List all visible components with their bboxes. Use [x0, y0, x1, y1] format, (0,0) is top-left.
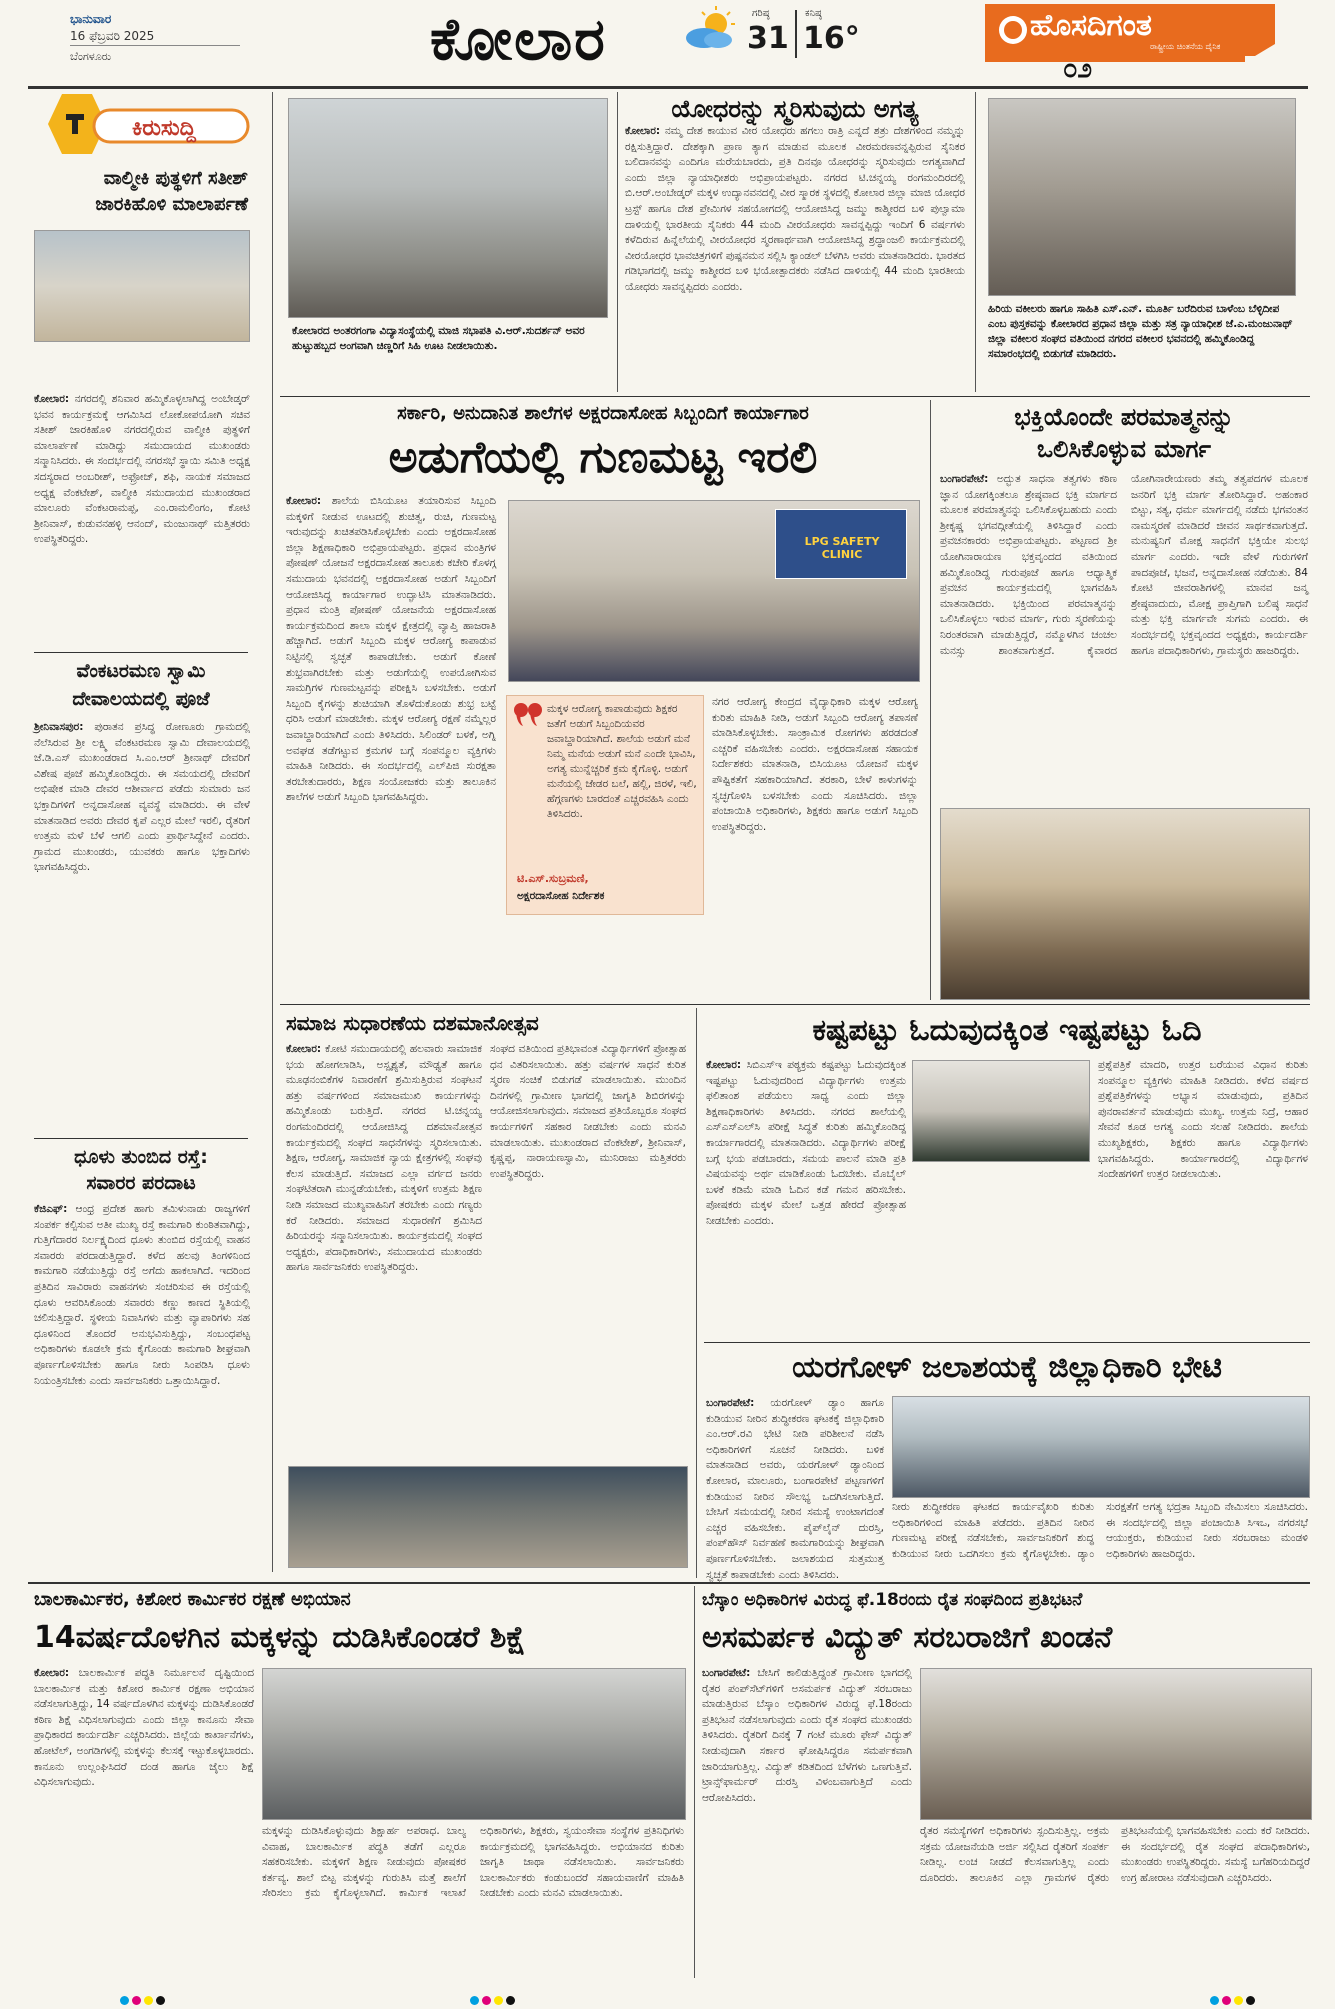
kashtapattu-text: ಸಿಬಿಎಸ್‌ಇ ಪಠ್ಯಕ್ರಮ ಕಷ್ಟಪಟ್ಟು ಓದುವುದಕ್ಕಿಂತ ಇಷ್ಟಪಟ್ಟು ಓದುವುದರಿಂದ ವಿದ್ಯಾರ್ಥಿಗಳು ಉತ್ತಮ ಫಲಿತಾಂಶ ಪಡೆಯಲು ಸಾಧ್ಯ ಎಂದು ಜಿಲ್ಲಾ ಶಿಕ್ಷಣಾಧಿಕಾರಿಗಳು ತಿಳಿಸಿದರು. ನಗರದ ಶಾಲೆಯಲ್ಲಿ ಎಸ್‌ಎಸ್‌ಎಲ್‌ಸಿ ಪರೀಕ್ಷೆ ಸಿದ್ಧತೆ ಕುರಿತು ಹಮ್ಮಿಕೊಂಡಿದ್ದ ಕಾರ್ಯಾಗಾರದಲ್ಲಿ ಮಾತನಾಡಿದರು. ವಿದ್ಯಾರ್ಥಿಗಳು ಪರೀಕ್ಷೆ ಬಗ್ಗೆ ಭಯ ಪಡಬಾರದು, ಸಮಯ ಪಾಲನೆ ಮಾಡಿ ಪ್ರತಿ ವಿಷಯವನ್ನು ಅರ್ಥ ಮಾಡಿಕೊಂಡು ಓದಬೇಕು. ಮೊಬೈಲ್ ಬಳಕೆ ಕಡಿಮೆ ಮಾಡಿ ಓದಿನ ಕಡೆ ಗಮನ ಹರಿಸಬೇಕು. ಪೋಷಕರು ಮಕ್ಕಳ ಮೇಲೆ ಒತ್ತಡ ಹೇರದೆ ಪ್ರೋತ್ಸಾಹ ನೀಡಬೇಕು ಎಂದರು.	[706, 1059, 906, 1227]
brief1-photo	[34, 230, 250, 342]
registration-marks-right	[1210, 1990, 1258, 2009]
left-column-divider	[272, 92, 273, 1572]
bhakti-title-line1: ಭಕ್ತಿಯೊಂದೇ ಪರಮಾತ್ಮನನ್ನು	[1014, 403, 1234, 431]
yodharu-body	[625, 124, 965, 386]
brief1-dateline: ಕೋಲಾರ:	[34, 393, 70, 405]
samaja-title: ಸಮಾಜ ಸುಧಾರಣೆಯ ದಶಮಾನೋತ್ಸವ	[286, 1011, 539, 1035]
paper-tagline: ರಾಷ್ಟ್ರೀಯ ಚಿಂತನೆಯ ದೈನಿಕ	[1150, 42, 1221, 51]
brief2-title-line2: ದೇವಾಲಯದಲ್ಲಿ ಪೂಜೆ	[72, 688, 210, 710]
masthead-city: ಬೆಂಗಳೂರು	[70, 50, 112, 63]
top-right-caption: ಹಿರಿಯ ವಕೀಲರು ಹಾಗೂ ಸಾಹಿತಿ ಎಸ್.ಎನ್. ಮೂರ್ತಿ ಬರೆದಿರುವ ಬಾಳೆಂಬ ಬೆಳ್ಳಿದೀಪ ಎಂಬ ಪುಸ್ತಕವನ್ನು ಕೋಲಾರದ ಪ್ರಧಾನ ಜಿಲ್ಲಾ ಮತ್ತು ಸತ್ರ ನ್ಯಾಯಾಧೀಶ ಜೆ.ಎ.ಮಂಜುನಾಥ್ ಜಿಲ್ಲಾ ವಕೀಲರ ಸಂಘದ ವತಿಯಿಂದ ನಗರದ ವಕೀಲರ ಭವನದಲ್ಲಿ ಹಮ್ಮಿಕೊಂಡಿದ್ದ ಸಮಾರಂಭದಲ್ಲಿ ಬಿಡುಗಡೆ ಮಾಡಿದರು.	[988, 303, 1293, 360]
balakarmika-text-2: ಮಕ್ಕಳನ್ನು ದುಡಿಸಿಕೊಳ್ಳುವುದು ಶಿಕ್ಷಾರ್ಹ ಅಪರಾಧ. ಬಾಲ್ಯ ವಿವಾಹ, ಬಾಲಕಾರ್ಮಿಕ ಪದ್ಧತಿ ತಡೆಗೆ ಎಲ್ಲರೂ ಸಹಕರಿಸಬೇಕು. ಮಕ್ಕಳಿಗೆ ಶಿಕ್ಷಣ ನೀಡುವುದು ಪೋಷಕರ ಕರ್ತವ್ಯ. ಶಾಲೆ ಬಿಟ್ಟ ಮಕ್ಕಳನ್ನು ಗುರುತಿಸಿ ಮತ್ತೆ ಶಾಲೆಗೆ ಸೇರಿಸಲು ಕ್ರಮ ಕೈಗೊಳ್ಳಲಾಗಿದೆ. ಕಾರ್ಮಿಕ ಇಲಾಖೆ ಅಧಿಕಾರಿಗಳು, ಶಿಕ್ಷಕರು, ಸ್ವಯಂಸೇವಾ ಸಂಸ್ಥೆಗಳ ಪ್ರತಿನಿಧಿಗಳು ಕಾರ್ಯಕ್ರಮದಲ್ಲಿ ಭಾಗವಹಿಸಿದ್ದರು. ಅಭಿಯಾನದ ಕುರಿತು ಜಾಗೃತಿ ಜಾಥಾ ನಡೆಸಲಾಯಿತು. ಸಾರ್ವಜನಿಕರು ಬಾಲಕಾರ್ಮಿಕರು ಕಂಡುಬಂದರೆ ಸಹಾಯವಾಣಿಗೆ ಮಾಹಿತಿ ನೀಡಬೇಕು ಎಂದು ಮನವಿ ಮಾಡಲಾಯಿತು.	[262, 1825, 684, 1900]
bescom-dateline: ಬಂಗಾರಪೇಟೆ:	[702, 1667, 751, 1679]
brief1-title: ವಾಲ್ಮೀಕಿ ಪುತ್ಥಳಿಗೆ ಸತೀಶ್ ಜಾರಕಿಹೊಳಿ ಮಾಲಾರ್ಪಣೆ	[95, 168, 248, 215]
yodharu-text: ನಮ್ಮ ದೇಶ ಕಾಯುವ ವೀರ ಯೋಧರು ಹಗಲು ರಾತ್ರಿ ಎನ್ನದೆ ಶತ್ರು ದೇಶಗಳಿಂದ ನಮ್ಮನ್ನು ರಕ್ಷಿಸುತ್ತಿದ್ದಾರೆ. ದೇಶಕ್ಕಾಗಿ ಪ್ರಾಣ ತ್ಯಾಗ ಮಾಡುವ ಮೂಲಕ ವೀರಮರಣವನ್ನಪ್ಪಿರುವ ಸೈನಿಕರ ಬಲಿದಾನವನ್ನು ಎಂದಿಗೂ ಮರೆಯಬಾರದು, ಪ್ರತಿ ದಿನವೂ ಯೋಧರನ್ನು ಸ್ಮರಿಸುವುದು ಅಗತ್ಯವಾಗಿದೆ ಎಂದು ಜಿಲ್ಲಾ ನ್ಯಾಯಾಧೀಶರು ಅಭಿಪ್ರಾಯಪಟ್ಟರು. ನಗರದ ಟಿ.ಚನ್ನಯ್ಯ ರಂಗಮಂದಿರದಲ್ಲಿ ಬಿ.ಆರ್.ಅಂಬೇಡ್ಕರ್ ಮಕ್ಕಳ ಉದ್ಯಾನವನದಲ್ಲಿ ವೀರ ಸ್ಮಾರಕ ಸ್ಥಳದಲ್ಲಿ ಕೋಲಾರ ಜಿಲ್ಲಾ ಮಾಜಿ ಯೋಧರ ಟ್ರಸ್ಟ್ ಹಾಗೂ ದೇಶ ಪ್ರೇಮಿಗಳ ಸಹಯೋಗದಲ್ಲಿ ಆಯೋಜಿಸಿದ್ದ ಜಮ್ಮು ಕಾಶ್ಮೀರದ ಬಳಿ ಪುಲ್ವಾಮಾ ದಾಳಿಯಲ್ಲಿ ಭಾರತೀಯ ಸೈನಿಕರು 44 ಮಂದಿ ವೀರಯೋಧರು ಸಾವನ್ನಪ್ಪಿದ್ದು ಇಂದಿಗೆ 6 ವರ್ಷಗಳು ಕಳೆದಿರುವ ಹಿನ್ನೆಲೆಯಲ್ಲಿ ವೀರಯೋಧರ ಸ್ಮರಣಾರ್ಥವಾಗಿ ಆಯೋಜಿಸಿದ್ದ ಶ್ರದ್ಧಾಂಜಲಿ ಕಾರ್ಯಕ್ರಮದಲ್ಲಿ ವೀರಯೋಧರ ಭಾವಚಿತ್ರಗಳಿಗೆ ಪುಷ್ಪನಮನ ಸಲ್ಲಿಸಿ ಕ್ಯಾಂಡಲ್ ಬೆಳಗಿಸಿ ಅವರು ಮಾತನಾಡಿದರು. ಭಾರತದ ಗಡಿಭಾಗದಲ್ಲಿ ಜಮ್ಮು ಕಾಶ್ಮೀರದ ಬಳಿ ಭಯೋತ್ಪಾದಕರು ನಡೆಸಿದ ದಾಳಿಯಲ್ಲಿ 44 ಮಂದಿ ಭಾರತೀಯ ಯೋಧರು ಸಾವನ್ನಪ್ಪಿದರು ಎಂದರು.	[625, 125, 965, 293]
yodharu-dateline: ಕೋಲಾರ:	[625, 125, 661, 137]
brief3-text: ಆಂಧ್ರ ಪ್ರದೇಶ ಹಾಗು ತಮಿಳುನಾಡು ರಾಜ್ಯಗಳಿಗೆ ಸಂಪರ್ಕ ಕಲ್ಪಿಸುವ ಅತೀ ಮುಖ್ಯ ರಸ್ತೆ ಕಾಮಗಾರಿ ಕುಂಠಿತವಾಗಿದ್ದು, ಗುತ್ತಿಗೆದಾರರ ನಿರ್ಲಕ್ಷ್ಯದಿಂದ ಧೂಳು ತುಂಬಿದ ರಸ್ತೆಯಲ್ಲಿ ವಾಹನ ಸವಾರರು ಪರದಾಡುತ್ತಿದ್ದಾರೆ. ಕಳೆದ ಹಲವು ತಿಂಗಳಿನಿಂದ ಕಾಮಗಾರಿ ನಡೆಯುತ್ತಿದ್ದು ರಸ್ತೆ ಅಗೆದು ಹಾಕಲಾಗಿದೆ. ಇದರಿಂದ ಪ್ರತಿದಿನ ಸಾವಿರಾರು ವಾಹನಗಳು ಸಂಚರಿಸುವ ಈ ರಸ್ತೆಯಲ್ಲಿ ಧೂಳು ಆವರಿಸಿಕೊಂಡು ಸವಾರರು ಕಣ್ಣು ಕಾಣದ ಸ್ಥಿತಿಯಲ್ಲಿ ಚಲಿಸುತ್ತಿದ್ದಾರೆ. ಸ್ಥಳೀಯ ನಿವಾಸಿಗಳು ಮತ್ತು ವ್ಯಾಪಾರಿಗಳು ಸಹ ಧೂಳಿನಿಂದ ತೊಂದರೆ ಅನುಭವಿಸುತ್ತಿದ್ದು, ಸಂಬಂಧಪಟ್ಟ ಅಧಿಕಾರಿಗಳು ಕೂಡಲೇ ಕ್ರಮ ಕೈಗೊಂಡು ಕಾಮಗಾರಿ ಶೀಘ್ರವಾಗಿ ಪೂರ್ಣಗೊಳಿಸಬೇಕು ಹಾಗೂ ನೀರು ಸಿಂಪಡಿಸಿ ಧೂಳು ನಿಯಂತ್ರಿಸಬೇಕು ಎಂದು ಸಾರ್ವಜನಿಕರು ಒತ್ತಾಯಿಸಿದ್ದಾರೆ.	[34, 1203, 250, 1387]
bescom-text: ಬೇಸಿಗೆ ಕಾಲಿಡುತ್ತಿದ್ದಂತೆ ಗ್ರಾಮೀಣ ಭಾಗದಲ್ಲಿ ರೈತರ ಪಂಪ್‌ಸೆಟ್‌ಗಳಿಗೆ ಅಸಮರ್ಪಕ ವಿದ್ಯುತ್ ಸರಬರಾಜು ಮಾಡುತ್ತಿರುವ ಬೆಸ್ಕಾಂ ಅಧಿಕಾರಿಗಳ ವಿರುದ್ಧ ಫೆ.18ರಂದು ಪ್ರತಿಭಟನೆ ನಡೆಸಲಾಗುವುದು ಎಂದು ರೈತ ಸಂಘದ ಮುಖಂಡರು ತಿಳಿಸಿದರು. ರೈತರಿಗೆ ದಿನಕ್ಕೆ 7 ಗಂಟೆ ಮೂರು ಫೇಸ್ ವಿದ್ಯುತ್ ನೀಡುವುದಾಗಿ ಸರ್ಕಾರ ಘೋಷಿಸಿದ್ದರೂ ಸಮರ್ಪಕವಾಗಿ ಜಾರಿಯಾಗುತ್ತಿಲ್ಲ. ವಿದ್ಯುತ್ ಕಡಿತದಿಂದ ಬೆಳೆಗಳು ಒಣಗುತ್ತಿವೆ. ಟ್ರಾನ್ಸ್‌ಫಾರ್ಮರ್ ದುರಸ್ತಿ ವಿಳಂಬವಾಗುತ್ತಿದೆ ಎಂದು ಆರೋಪಿಸಿದರು.	[702, 1667, 913, 1804]
top-left-caption: ಕೋಲಾರದ ಅಂತರಗಂಗಾ ವಿದ್ಯಾಸಂಸ್ಥೆಯಲ್ಲಿ ಮಾಜಿ ಸಭಾಪತಿ ವಿ.ಆರ್.ಸುದರ್ಶನ್ ಅವರ ಹುಟ್ಟುಹಬ್ಬದ ಅಂಗವಾಗಿ ಚಿಣ್ಣರಿಗೆ ಸಿಹಿ ಊಟ ನೀಡಲಾಯಿತು.	[292, 325, 585, 352]
balakarmika-title: 14ವರ್ಷದೊಳಗಿನ ಮಕ್ಕಳನ್ನು ದುಡಿಸಿಕೊಂಡರೆ ಶಿಕ್ಷೆ	[34, 1620, 526, 1655]
balakarmika-photo	[262, 1668, 686, 1820]
bhakti-body	[940, 472, 1308, 802]
brief1-body	[34, 392, 250, 650]
top-right-photo	[988, 98, 1296, 296]
kashtapattu-body	[706, 1058, 906, 1338]
temp-divider	[795, 10, 797, 58]
brief3-body	[34, 1202, 250, 1562]
yaragol-text-2: ನೀರು ಶುದ್ಧೀಕರಣ ಘಟಕದ ಕಾರ್ಯವೈಖರಿ ಕುರಿತು ಅಧಿಕಾರಿಗಳಿಂದ ಮಾಹಿತಿ ಪಡೆದರು. ಪ್ರತಿದಿನ ನೀರಿನ ಗುಣಮಟ್ಟ ಪರೀಕ್ಷೆ ನಡೆಸಬೇಕು, ಸಾರ್ವಜನಿಕರಿಗೆ ಶುದ್ಧ ಕುಡಿಯುವ ನೀರು ಒದಗಿಸಲು ಕ್ರಮ ಕೈಗೊಳ್ಳಬೇಕು. ಡ್ಯಾಂ ಸುರಕ್ಷತೆಗೆ ಅಗತ್ಯ ಭದ್ರತಾ ಸಿಬ್ಬಂದಿ ನೇಮಿಸಲು ಸೂಚಿಸಿದರು. ಈ ಸಂದರ್ಭದಲ್ಲಿ ಜಿಲ್ಲಾ ಪಂಚಾಯಿತಿ ಸಿಇಒ, ನಗರಸಭೆ ಆಯುಕ್ತರು, ಕುಡಿಯುವ ನೀರು ಸರಬರಾಜು ಮಂಡಳಿ ಅಧಿಕಾರಿಗಳು ಹಾಜರಿದ್ದರು.	[892, 1501, 1308, 1560]
adugeyalli-body	[286, 494, 496, 994]
bhakti-title-line2: ಒಲಿಸಿಕೊಳ್ಳುವ ಮಾರ್ಗ	[1037, 435, 1211, 463]
yodharu-title: ಯೋಧರನ್ನು ಸ್ಮರಿಸುವುದು ಅಗತ್ಯ	[671, 95, 919, 123]
adugeyalli-kicker: ಸರ್ಕಾರಿ, ಅನುದಾನಿತ ಶಾಲೆಗಳ ಅಕ್ಷರದಾಸೋಹ ಸಿಬ್ಬಂದಿಗೆ ಕಾರ್ಯಾಗಾರ	[397, 403, 809, 424]
registration-marks-left	[120, 1990, 168, 2009]
section-title: ಕೋಲಾರ	[430, 5, 607, 73]
row3-rule	[28, 1582, 1310, 1584]
kashtapattu-photo	[912, 1060, 1090, 1162]
bescom-text-2: ರೈತರ ಸಮಸ್ಯೆಗಳಿಗೆ ಅಧಿಕಾರಿಗಳು ಸ್ಪಂದಿಸುತ್ತಿಲ್ಲ. ಅಕ್ರಮ ಸಕ್ರಮ ಯೋಜನೆಯಡಿ ಅರ್ಜಿ ಸಲ್ಲಿಸಿದ ರೈತರಿಗೆ ಸಂಪರ್ಕ ನೀಡಿಲ್ಲ. ಲಂಚ ನೀಡದೆ ಕೆಲಸವಾಗುತ್ತಿಲ್ಲ ಎಂದು ದೂರಿದರು. ತಾಲೂಕಿನ ಎಲ್ಲಾ ಗ್ರಾಮಗಳ ರೈತರು ಪ್ರತಿಭಟನೆಯಲ್ಲಿ ಭಾಗವಹಿಸಬೇಕು ಎಂದು ಕರೆ ನೀಡಿದರು. ಈ ಸಂದರ್ಭದಲ್ಲಿ ರೈತ ಸಂಘದ ಪದಾಧಿಕಾರಿಗಳು, ಮುಖಂಡರು ಉಪಸ್ಥಿತರಿದ್ದರು. ಸಮಸ್ಯೆ ಬಗೆಹರಿಯದಿದ್ದರೆ ಉಗ್ರ ಹೋರಾಟ ನಡೆಸುವುದಾಗಿ ಎಚ್ಚರಿಸಿದರು.	[920, 1825, 1310, 1884]
brief2-title-line1: ವೆಂಕಟರಮಣ ಸ್ವಾಮಿ	[76, 660, 206, 682]
bescom-body-2	[920, 1824, 1310, 1974]
kashtapattu-dateline: ಕೋಲಾರ:	[706, 1059, 742, 1071]
bescom-photo	[920, 1668, 1312, 1820]
paper-name: ಹೊಸದಿಗಂತ	[1030, 8, 1152, 43]
bottom-divider	[694, 1586, 695, 1978]
masthead	[0, 0, 1335, 88]
brief2-body	[34, 720, 250, 1190]
weather-icon	[680, 6, 740, 54]
balakarmika-body	[34, 1666, 254, 1966]
yaragol-body	[706, 1396, 884, 1581]
masthead-divider	[70, 45, 240, 46]
min-temp: 16°	[803, 21, 860, 56]
masthead-day: ಭಾನುವಾರ	[70, 12, 112, 26]
mid-divider-2	[696, 1008, 697, 1578]
min-temp-label: ಕನಿಷ್ಠ	[805, 8, 822, 19]
yaragol-body-2	[892, 1500, 1308, 1572]
masthead-date: 16 ಫೆಬ್ರವರಿ 2025	[70, 29, 155, 43]
yaragol-dateline: ಬಂಗಾರಪೇಟೆ:	[706, 1397, 755, 1409]
brief1-rule	[34, 652, 248, 653]
kashtapattu-title: ಕಷ್ಟಪಟ್ಟು ಓದುವುದಕ್ಕಿಂತ ಇಷ್ಟಪಟ್ಟು ಓದಿ	[812, 1013, 1202, 1048]
brief2-rule	[34, 1138, 248, 1139]
samaja-text: ಕೋಟಿ ಸಮುದಾಯದಲ್ಲಿ ಹಲವಾರು ಸಾಮಾಜಿಕ ಭಯ ಹೋಗಲಾಡಿಸಿ, ಅಸ್ಪೃಶ್ಯತೆ, ಮೌಢ್ಯತೆ ಹಾಗೂ ಮೂಢನಂಬಿಕೆಗಳ ನಿವಾರಣೆಗೆ ಶ್ರಮಿಸುತ್ತಿರುವ ಸಂಘಟನೆ ಹತ್ತು ವರ್ಷಗಳಿಂದ ಸಮಾಜಮುಖಿ ಕಾರ್ಯಗಳನ್ನು ಹಮ್ಮಿಕೊಂಡು ಬರುತ್ತಿದೆ. ನಗರದ ಟಿ.ಚನ್ನಯ್ಯ ರಂಗಮಂದಿರದಲ್ಲಿ ಆಯೋಜಿಸಿದ್ದ ದಶಮಾನೋತ್ಸವ ಕಾರ್ಯಕ್ರಮದಲ್ಲಿ ಸಂಘದ ಸಾಧನೆಗಳನ್ನು ಸ್ಮರಿಸಲಾಯಿತು. ಶಿಕ್ಷಣ, ಆರೋಗ್ಯ, ಸಾಮಾಜಿಕ ನ್ಯಾಯ ಕ್ಷೇತ್ರಗಳಲ್ಲಿ ಸಂಘವು ಕೆಲಸ ಮಾಡುತ್ತಿದೆ. ಸಮಾಜದ ಎಲ್ಲಾ ವರ್ಗದ ಜನರು ಸಂಘಟಿತರಾಗಿ ಮುನ್ನಡೆಯಬೇಕು, ಮಕ್ಕಳಿಗೆ ಉತ್ತಮ ಶಿಕ್ಷಣ ನೀಡಿ ಸಮಾಜದ ಮುಖ್ಯವಾಹಿನಿಗೆ ತರಬೇಕು ಎಂದು ಗಣ್ಯರು ಕರೆ ನೀಡಿದರು. ಸಮಾಜದ ಸುಧಾರಣೆಗೆ ಶ್ರಮಿಸಿದ ಹಿರಿಯರನ್ನು ಸನ್ಮಾನಿಸಲಾಯಿತು. ಕಾರ್ಯಕ್ರಮದಲ್ಲಿ ಸಂಘದ ಅಧ್ಯಕ್ಷರು, ಪದಾಧಿಕಾರಿಗಳು, ಸಮುದಾಯದ ಮುಖಂಡರು ಹಾಗೂ ಸಾರ್ವಜನಿಕರು ಉಪಸ್ಥಿತರಿದ್ದರು.	[286, 1043, 482, 1274]
brief1-text: ನಗರದಲ್ಲಿ ಶನಿವಾರ ಹಮ್ಮಿಕೊಳ್ಳಲಾಗಿದ್ದ ಅಂಬೇಡ್ಕರ್ ಭವನ ಕಾರ್ಯಕ್ರಮಕ್ಕೆ ಆಗಮಿಸಿದ ಲೋಕೋಪಯೋಗಿ ಸಚಿವ ಸತೀಶ್ ಜಾರಕಿಹೊಳಿ ನಗರದಲ್ಲಿರುವ ವಾಲ್ಮೀಕಿ ಪುತ್ಥಳಿಗೆ ಮಾಲಾರ್ಪಣೆ ಮಾಡಿದ್ದು ಸಮುದಾಯದ ಮುಖಂಡರು ಸನ್ಮಾನಿಸಿದರು. ಈ ಸಂದರ್ಭದಲ್ಲಿ ನಗರಸಭೆ ಸ್ಥಾಯಿ ಸಮಿತಿ ಅಧ್ಯಕ್ಷ ಸದಸ್ಯರಾದ ಅಂಬರೀಶ್, ಅಫ್ರೋಜ್, ಶಫಿ, ನಾಯಕ ಸಮಾಜದ ಅಧ್ಯಕ್ಷ ವೆಂಕಟೇಶ್, ವಾಲ್ಮೀಕಿ ಸಮುದಾಯದ ಮುಖಂಡರಾದ ಮಾಲೂರು ವೆಂಕಟರಾಮಪ್ಪ, ಎಂ.ರಾಮಲಿಂಗಂ, ಕೋಟಿ ಶ್ರೀನಿವಾಸ್, ಕುಡುವನಹಳ್ಳಿ ಆನಂದ್, ಮಂಜುನಾಥ್ ಮತ್ತಿತರರು ಉಪಸ್ಥಿತರಿದ್ದರು.	[34, 393, 251, 546]
brief2-dateline: ಶ್ರೀನಿವಾಸಪುರ:	[34, 721, 84, 733]
max-temp: 31	[747, 21, 789, 56]
bescom-body	[702, 1666, 912, 1966]
balakarmika-text: ಬಾಲಕಾರ್ಮಿಕ ಪದ್ಧತಿ ನಿರ್ಮೂಲನೆ ದೃಷ್ಟಿಯಿಂದ ಬಾಲಕಾರ್ಮಿಕ ಮತ್ತು ಕಿಶೋರ ಕಾರ್ಮಿಕ ರಕ್ಷಣಾ ಅಭಿಯಾನ ನಡೆಸಲಾಗುತ್ತಿದ್ದು, 14 ವರ್ಷದೊಳಗಿನ ಮಕ್ಕಳನ್ನು ದುಡಿಸಿಕೊಂಡರೆ ಕಠಿಣ ಶಿಕ್ಷೆ ವಿಧಿಸಲಾಗುವುದು ಎಂದು ಜಿಲ್ಲಾ ಕಾನೂನು ಸೇವಾ ಪ್ರಾಧಿಕಾರದ ಕಾರ್ಯದರ್ಶಿ ಎಚ್ಚರಿಸಿದರು. ಜಿಲ್ಲೆಯ ಕಾರ್ಖಾನೆಗಳು, ಹೋಟೆಲ್, ಅಂಗಡಿಗಳಲ್ಲಿ ಮಕ್ಕಳನ್ನು ಕೆಲಸಕ್ಕೆ ಇಟ್ಟುಕೊಳ್ಳಬಾರದು. ಕಾನೂನು ಉಲ್ಲಂಘಿಸಿದರೆ ದಂಡ ಹಾಗೂ ಜೈಲು ಶಿಕ್ಷೆ ವಿಧಿಸಲಾಗುವುದು.	[34, 1667, 254, 1789]
samaja-body-2	[490, 1042, 686, 1462]
top-divider-1	[617, 92, 618, 392]
kashtapattu-body-2	[1098, 1058, 1308, 1338]
bhakti-text: ಅದ್ಭುತ ಸಾಧನಾ ತತ್ವಗಳು ಕಠಿಣ ಜ್ಞಾನ ಯೋಗಕ್ಕಿಂತಲೂ ಶ್ರೇಷ್ಠವಾದ ಭಕ್ತಿ ಮಾರ್ಗದ ಮೂಲಕ ಪರಮಾತ್ಮನನ್ನು ಒಲಿಸಿಕೊಳ್ಳಬಹುದು ಎಂದು ಶ್ರೀಕೃಷ್ಣ ಭಗವದ್ಗೀತೆಯಲ್ಲಿ ತಿಳಿಸಿದ್ದಾರೆ ಎಂದು ಪ್ರವಚನಕಾರರು ಅಭಿಪ್ರಾಯಪಟ್ಟರು. ಪಟ್ಟಣದ ಶ್ರೀ ಯೋಗಿನಾರಾಯಣ ಭಕ್ತವೃಂದದ ವತಿಯಿಂದ ಹಮ್ಮಿಕೊಂಡಿದ್ದ ಗುರುಪೂಜೆ ಹಾಗೂ ಆಧ್ಯಾತ್ಮಿಕ ಪ್ರವಚನ ಕಾರ್ಯಕ್ರಮದಲ್ಲಿ ಭಾಗವಹಿಸಿ ಮಾತನಾಡಿದರು. ಭಕ್ತಿಯಿಂದ ಪರಮಾತ್ಮನನ್ನು ಒಲಿಸಿಕೊಳ್ಳಲು ಇರುವ ಮಾರ್ಗ, ಗುರು ಸ್ಮರಣೆಯನ್ನು ನಿರಂತರವಾಗಿ ಮಾಡುತ್ತಿದ್ದರೆ, ನಮ್ಮೊಳಗಿನ ಚಂಚಲ ಮನಸ್ಸು ಶಾಂತವಾಗುತ್ತದೆ. ಕೈವಾರದ ಯೋಗಿನಾರೇಯಣರು ತಮ್ಮ ತತ್ವಪದಗಳ ಮೂಲಕ ಜನರಿಗೆ ಭಕ್ತಿ ಮಾರ್ಗ ತೋರಿಸಿದ್ದಾರೆ. ಅಹಂಕಾರ ಬಿಟ್ಟು, ಸತ್ಯ, ಧರ್ಮ ಮಾರ್ಗದಲ್ಲಿ ನಡೆದು ಭಗವಂತನ ನಾಮಸ್ಮರಣೆ ಮಾಡಿದರೆ ಜೀವನ ಸಾರ್ಥಕವಾಗುತ್ತದೆ. ಮನುಷ್ಯನಿಗೆ ಮೋಕ್ಷ ಸಾಧನೆಗೆ ಭಕ್ತಿಯೇ ಸುಲಭ ಮಾರ್ಗ ಎಂದರು. ಇದೇ ವೇಳೆ ಗುರುಗಳಿಗೆ ಪಾದಪೂಜೆ, ಭಜನೆ, ಅನ್ನದಾಸೋಹ ನಡೆಯಿತು. 84 ಕೋಟಿ ಜೀವರಾಶಿಗಳಲ್ಲಿ ಮಾನವ ಜನ್ಮ ಶ್ರೇಷ್ಠವಾದುದು, ಮೋಕ್ಷ ಪ್ರಾಪ್ತಿಗಾಗಿ ಬಲಿಷ್ಠ ಸಾಧನೆ ಮತ್ತು ಭಕ್ತಿ ಮಾರ್ಗವೇ ಸುಗಮ ಎಂದರು. ಈ ಸಂದರ್ಭದಲ್ಲಿ ಭಕ್ತವೃಂದದ ಅಧ್ಯಕ್ಷರು, ಕಾರ್ಯದರ್ಶಿ ಹಾಗೂ ಪದಾಧಿಕಾರಿಗಳು, ಗ್ರಾಮಸ್ಥರು ಹಾಜರಿದ್ದರು.	[940, 473, 1308, 657]
top-left-photo	[288, 98, 608, 318]
brief3-dateline: ಕೆಜಿಎಫ್:	[34, 1203, 68, 1215]
balakarmika-dateline: ಕೋಲಾರ:	[34, 1667, 70, 1679]
quote-mark-icon	[513, 700, 543, 730]
bhakti-photo	[940, 808, 1310, 1000]
max-temp-label: ಗರಿಷ್ಠ	[752, 8, 770, 19]
kashtapattu-text-2: ಪ್ರಶ್ನೆಪತ್ರಿಕೆ ಮಾದರಿ, ಉತ್ತರ ಬರೆಯುವ ವಿಧಾನ ಕುರಿತು ಸಂಪನ್ಮೂಲ ವ್ಯಕ್ತಿಗಳು ಮಾಹಿತಿ ನೀಡಿದರು. ಕಳೆದ ವರ್ಷದ ಪ್ರಶ್ನೆಪತ್ರಿಕೆಗಳನ್ನು ಅಭ್ಯಾಸ ಮಾಡುವುದು, ಪ್ರತಿದಿನ ಪುನರಾವರ್ತನೆ ಮಾಡುವುದು ಮುಖ್ಯ. ಉತ್ತಮ ನಿದ್ರೆ, ಆಹಾರ ಸೇವನೆ ಕೂಡ ಅಗತ್ಯ ಎಂದು ಸಲಹೆ ನೀಡಿದರು. ಶಾಲೆಯ ಮುಖ್ಯಶಿಕ್ಷಕರು, ಶಿಕ್ಷಕರು ಹಾಗೂ ವಿದ್ಯಾರ್ಥಿಗಳು ಭಾಗವಹಿಸಿದ್ದರು. ಕಾರ್ಯಾಗಾರದಲ್ಲಿ ವಿದ್ಯಾರ್ಥಿಗಳ ಸಂದೇಹಗಳಿಗೆ ಉತ್ತರ ನೀಡಲಾಯಿತು.	[1098, 1059, 1308, 1181]
bescom-kicker: ಬೆಸ್ಕಾಂ ಅಧಿಕಾರಿಗಳ ವಿರುದ್ಧ ಫೆ.18ರಂದು ರೈತ ಸಂಘದಿಂದ ಪ್ರತಿಭಟನೆ	[702, 1590, 1083, 1610]
quote-role: ಅಕ್ಷರದಾಸೋಹ ನಿರ್ದೇಶಕ	[517, 890, 605, 902]
yaragol-title: ಯರಗೋಳ್ ಜಲಾಶಯಕ್ಕೆ ಜಿಲ್ಲಾಧಿಕಾರಿ ಭೇಟಿ	[792, 1350, 1222, 1385]
adugeyalli-photo	[508, 500, 920, 682]
kashtapattu-rule	[704, 1342, 1310, 1343]
row1-rule	[280, 396, 1310, 397]
samaja-body	[286, 1042, 482, 1462]
brief3-title-line2: ಸವಾರರ ಪರದಾಟ	[86, 1172, 196, 1194]
yaragol-photo	[892, 1396, 1310, 1498]
adugeyalli-text: ಶಾಲೆಯ ಬಿಸಿಯೂಟ ತಯಾರಿಸುವ ಸಿಬ್ಬಂದಿ ಮಕ್ಕಳಿಗೆ ನೀಡುವ ಊಟದಲ್ಲಿ ಶುಚಿತ್ವ, ರುಚಿ, ಗುಣಮಟ್ಟ ಇರುವುದನ್ನು ಖಚಿತಪಡಿಸಿಕೊಳ್ಳಬೇಕು ಎಂದು ಅಕ್ಷರದಾಸೋಹ ಜಿಲ್ಲಾ ಶಿಕ್ಷಣಾಧಿಕಾರಿ ಅಭಿಪ್ರಾಯಪಟ್ಟರು. ಪ್ರಧಾನ ಮಂತ್ರಿಗಳ ಪೋಷಣ್ ಯೋಜನೆ ಅಕ್ಷರದಾಸೋಹ ತಾಲೂಕು ಕಚೇರಿ ಕೊಳಗ್ಗ ಸಮುದಾಯ ಭವನದಲ್ಲಿ ಅಕ್ಷರದಾಸೋಹ ಅಡುಗೆ ಸಿಬ್ಬಂದಿಗೆ ಆಯೋಜಿಸಿದ್ದ ಕಾರ್ಯಾಗಾರ ಉದ್ಘಾಟಿಸಿ ಮಾತನಾಡಿದರು. ಪ್ರಧಾನ ಮಂತ್ರಿ ಪೋಷಣ್ ಯೋಜನೆಯ ಅಕ್ಷರದಾಸೋಹ ಕಾರ್ಯಕ್ರಮದಿಂದ ಶಾಲಾ ಮಕ್ಕಳ ಕ್ಷೇತ್ರದಲ್ಲಿ ವ್ಯಾಪ್ತಿ ಹಾಜರಾತಿ ಹೆಚ್ಚಾಗಿದೆ. ಅಡುಗೆ ಸಿಬ್ಬಂದಿ ಮಕ್ಕಳ ಆರೋಗ್ಯ ಕಾಪಾಡುವ ನಿಟ್ಟಿನಲ್ಲಿ ಸ್ವಚ್ಛತೆ ಕಾಪಾಡಬೇಕು. ಅಡುಗೆ ಕೋಣೆ ಶುಭ್ರವಾಗಿರಬೇಕು ಮತ್ತು ಅಡುಗೆಯಲ್ಲಿ ಉಪಯೋಗಿಸುವ ಸಾಮಗ್ರಿಗಳ ಗುಣಮಟ್ಟವನ್ನು ಪರೀಕ್ಷಿಸಿ ಬಳಸಬೇಕು. ಅಡುಗೆ ಸಿಬ್ಬಂದಿ ಕೈಗಳನ್ನು ಶುಚಿಯಾಗಿ ತೊಳೆದುಕೊಂಡು ಶುಭ್ರ ಬಟ್ಟೆ ಧರಿಸಿ ಅಡುಗೆ ಮಾಡಬೇಕು. ಮಕ್ಕಳ ಆರೋಗ್ಯ ರಕ್ಷಣೆ ನಮ್ಮೆಲ್ಲರ ಜವಾಬ್ದಾರಿಯಾಗಿದೆ ಎಂದು ತಿಳಿಸಿದರು. ಸಿಲಿಂಡರ್ ಬಳಕೆ, ಅಗ್ನಿ ಅವಘಡ ತಡೆಗಟ್ಟುವ ಕ್ರಮಗಳ ಬಗ್ಗೆ ಸಂಪನ್ಮೂಲ ವ್ಯಕ್ತಿಗಳು ಮಾಹಿತಿ ನೀಡಿದರು. ಈ ಸಂದರ್ಭದಲ್ಲಿ ಎಲ್‌ಪಿಜಿ ಸುರಕ್ಷತಾ ತರಬೇತುದಾರರು, ಶಿಕ್ಷಣ ಸಂಯೋಜಕರು ಮತ್ತು ತಾಲೂಕಿನ ಶಾಲೆಗಳ ಅಡುಗೆ ಸಿಬ್ಬಂದಿ ಭಾಗವಹಿಸಿದ್ದರು.	[286, 495, 496, 804]
adugeyalli-title: ಅಡುಗೆಯಲ್ಲಿ ಗುಣಮಟ್ಟ ಇರಲಿ	[388, 432, 818, 483]
kirusuddi-column	[28, 92, 256, 1592]
registration-marks-center	[470, 1990, 518, 2009]
brief3-title-line1: ಧೂಳು ತುಂಬಿದ ರಸ್ತೆ:	[74, 1146, 208, 1168]
adugeyalli-body-2	[712, 695, 918, 995]
bhakti-dateline: ಬಂಗಾರಪೇಟೆ:	[940, 473, 989, 485]
adugeyalli-text-2: ನಗರ ಆರೋಗ್ಯ ಕೇಂದ್ರದ ವೈದ್ಯಾಧಿಕಾರಿ ಮಕ್ಕಳ ಆರೋಗ್ಯ ಕುರಿತು ಮಾಹಿತಿ ನೀಡಿ, ಅಡುಗೆ ಸಿಬ್ಬಂದಿ ಆರೋಗ್ಯ ತಪಾಸಣೆ ಮಾಡಿಸಿಕೊಳ್ಳಬೇಕು. ಸಾಂಕ್ರಾಮಿಕ ರೋಗಗಳು ಹರಡದಂತೆ ಎಚ್ಚರಿಕೆ ವಹಿಸಬೇಕು ಎಂದರು. ಅಕ್ಷರದಾಸೋಹ ಸಹಾಯಕ ನಿರ್ದೇಶಕರು ಮಾತನಾಡಿ, ಬಿಸಿಯೂಟ ಯೋಜನೆ ಮಕ್ಕಳ ಪೌಷ್ಟಿಕತೆಗೆ ಸಹಕಾರಿಯಾಗಿದೆ. ತರಕಾರಿ, ಬೇಳೆ ಕಾಳುಗಳನ್ನು ಸ್ವಚ್ಛಗೊಳಿಸಿ ಬಳಸಬೇಕು ಎಂದು ಸೂಚಿಸಿದರು. ಜಿಲ್ಲಾ ಪಂಚಾಯಿತಿ ಅಧಿಕಾರಿಗಳು, ಶಿಕ್ಷಕರು ಹಾಗೂ ಅಡುಗೆ ಸಿಬ್ಬಂದಿ ಉಪಸ್ಥಿತರಿದ್ದರು.	[712, 696, 918, 833]
top-divider-2	[975, 92, 976, 392]
samaja-text-2: ಸಂಘದ ವತಿಯಿಂದ ಪ್ರತಿಭಾವಂತ ವಿದ್ಯಾರ್ಥಿಗಳಿಗೆ ಪ್ರೋತ್ಸಾಹ ಧನ ವಿತರಿಸಲಾಯಿತು. ಹತ್ತು ವರ್ಷಗಳ ಸಾಧನೆ ಕುರಿತ ಸ್ಮರಣ ಸಂಚಿಕೆ ಬಿಡುಗಡೆ ಮಾಡಲಾಯಿತು. ಮುಂದಿನ ದಿನಗಳಲ್ಲಿ ಗ್ರಾಮೀಣ ಭಾಗದಲ್ಲಿ ಜಾಗೃತಿ ಶಿಬಿರಗಳನ್ನು ಆಯೋಜಿಸಲಾಗುವುದು. ಸಮಾಜದ ಪ್ರತಿಯೊಬ್ಬರೂ ಸಂಘದ ಕಾರ್ಯಗಳಿಗೆ ಸಹಕಾರ ನೀಡಬೇಕು ಎಂದು ಮನವಿ ಮಾಡಲಾಯಿತು. ಮುಖಂಡರಾದ ವೆಂಕಟೇಶ್, ಶ್ರೀನಿವಾಸ್, ಕೃಷ್ಣಪ್ಪ, ನಾರಾಯಣಸ್ವಾಮಿ, ಮುನಿರಾಜು ಮತ್ತಿತರರು ಉಪಸ್ಥಿತರಿದ್ದರು.	[490, 1043, 686, 1180]
bescom-title: ಅಸಮರ್ಪಕ ವಿದ್ಯುತ್ ಸರಬರಾಜಿಗೆ ಖಂಡನೆ	[702, 1620, 1113, 1655]
samaja-dateline: ಕೋಲಾರ:	[286, 1043, 322, 1055]
quote-text: ಮಕ್ಕಳ ಆರೋಗ್ಯ ಕಾಪಾಡುವುದು ಶಿಕ್ಷಕರ ಜತೆಗೆ ಅಡುಗೆ ಸಿಬ್ಬಂದಿಯವರ ಜವಾಬ್ದಾರಿಯಾಗಿದೆ. ಶಾಲೆಯ ಅಡುಗೆ ಮನೆ ನಿಮ್ಮ ಮನೆಯ ಅಡುಗೆ ಮನೆ ಎಂದೇ ಭಾವಿಸಿ, ಅಗತ್ಯ ಮುನ್ನೆಚ್ಚರಿಕೆ ಕ್ರಮ ಕೈಗೊಳ್ಳಿ. ಅಡುಗೆ ಮನೆಯಲ್ಲಿ ಜೇಡರ ಬಲೆ, ಹಲ್ಲಿ, ಜಿರಳೆ, ಇಲಿ, ಹೆಗ್ಗಣಗಳು ಬಾರದಂತೆ ಎಚ್ಚರವಹಿಸಿ ಎಂದು ತಿಳಿಸಿದರು.	[547, 703, 697, 820]
row2-rule	[280, 1004, 1310, 1005]
lpg-banner-text: LPG SAFETY CLINIC	[804, 535, 880, 561]
brief2-text: ಪುರಾತನ ಪ್ರಸಿದ್ಧ ರೋಣೂರು ಗ್ರಾಮದಲ್ಲಿ ನೆಲೆಸಿರುವ ಶ್ರೀ ಲಕ್ಷ್ಮಿ ವೆಂಕಟರಮಣ ಸ್ವಾಮಿ ದೇವಾಲಯದಲ್ಲಿ ಜೆ.ಡಿ.ಎಸ್ ಮುಖಂಡರಾದ ಸಿ.ಎಂ.ಆರ್ ಶ್ರೀನಾಥ್ ದೇವರಿಗೆ ವಿಶೇಷ ಪೂಜೆ ಹಮ್ಮಿಕೊಂಡಿದ್ದರು. ಈ ಸಮಯದಲ್ಲಿ ದೇವರಿಗೆ ಅಭಿಷೇಕ ಮಾಡಿ ದೇವರ ಆಶೀರ್ವಾದ ಪಡೆದು ಸುಮಾರು ಜನ ಭಕ್ತಾದಿಗಳಿಗೆ ಅನ್ನದಾಸೋಹ ವ್ಯವಸ್ಥೆ ಮಾಡಿದರು. ಈ ವೇಳೆ ಮಾತನಾಡಿದ ಅವರು ದೇವರ ಕೃಪೆ ಎಲ್ಲರ ಮೇಲೆ ಇರಲಿ, ರೈತರಿಗೆ ಉತ್ತಮ ಮಳೆ ಬೆಳೆ ಆಗಲಿ ಎಂದು ಪ್ರಾರ್ಥಿಸಿದ್ದೇನೆ ಎಂದರು. ಗ್ರಾಮದ ಮುಖಂಡರು, ಯುವಕರು ಹಾಗೂ ಭಕ್ತಾದಿಗಳು ಭಾಗವಹಿಸಿದ್ದರು.	[34, 721, 250, 874]
yaragol-text: ಯರಗೋಳ್ ಡ್ಯಾಂ ಹಾಗೂ ಕುಡಿಯುವ ನೀರಿನ ಶುದ್ಧೀಕರಣ ಘಟಕಕ್ಕೆ ಜಿಲ್ಲಾಧಿಕಾರಿ ಎಂ.ಆರ್.ರವಿ ಭೇಟಿ ನೀಡಿ ಪರಿಶೀಲನೆ ನಡೆಸಿ ಅಧಿಕಾರಿಗಳಿಗೆ ಸೂಚನೆ ನೀಡಿದರು. ಬಳಿಕ ಮಾತನಾಡಿದ ಅವರು, ಯರಗೋಳ್ ಡ್ಯಾಂನಿಂದ ಕೋಲಾರ, ಮಾಲೂರು, ಬಂಗಾರಪೇಟೆ ಪಟ್ಟಣಗಳಿಗೆ ಕುಡಿಯುವ ನೀರಿನ ಸೌಲಭ್ಯ ಒದಗಿಸಲಾಗುತ್ತಿದೆ. ಬೇಸಿಗೆ ಸಮಯದಲ್ಲಿ ನೀರಿನ ಸಮಸ್ಯೆ ಉಂಟಾಗದಂತೆ ಎಚ್ಚರ ವಹಿಸಬೇಕು. ಪೈಪ್‌ಲೈನ್ ದುರಸ್ತಿ, ಪಂಪ್‌ಹೌಸ್ ನಿರ್ವಹಣೆ ಕಾಮಗಾರಿಯನ್ನು ಶೀಘ್ರವಾಗಿ ಪೂರ್ಣಗೊಳಿಸಬೇಕು. ಜಲಾಶಯದ ಸುತ್ತಮುತ್ತ ಸ್ವಚ್ಛತೆ ಕಾಪಾಡಬೇಕು ಎಂದು ತಿಳಿಸಿದರು.	[706, 1397, 884, 1581]
page-number: ೦೨	[1063, 54, 1093, 84]
balakarmika-body-2	[262, 1824, 684, 1974]
quote-author: ಟಿ.ಎಸ್.ಸುಬ್ರಮಣಿ,	[517, 872, 589, 885]
quote-box	[506, 695, 704, 915]
samaja-photo	[288, 1466, 688, 1568]
adugeyalli-dateline: ಕೋಲಾರ:	[286, 495, 322, 507]
kirusuddi-label: ಕಿರುಸುದ್ದಿ	[132, 116, 196, 141]
mid-divider-1	[930, 400, 931, 1000]
balakarmika-kicker: ಬಾಲಕಾರ್ಮಿಕರ, ಕಿಶೋರ ಕಾರ್ಮಿಕರ ರಕ್ಷಣೆ ಅಭಿಯಾನ	[34, 1589, 351, 1610]
masthead-rule	[28, 86, 1308, 89]
